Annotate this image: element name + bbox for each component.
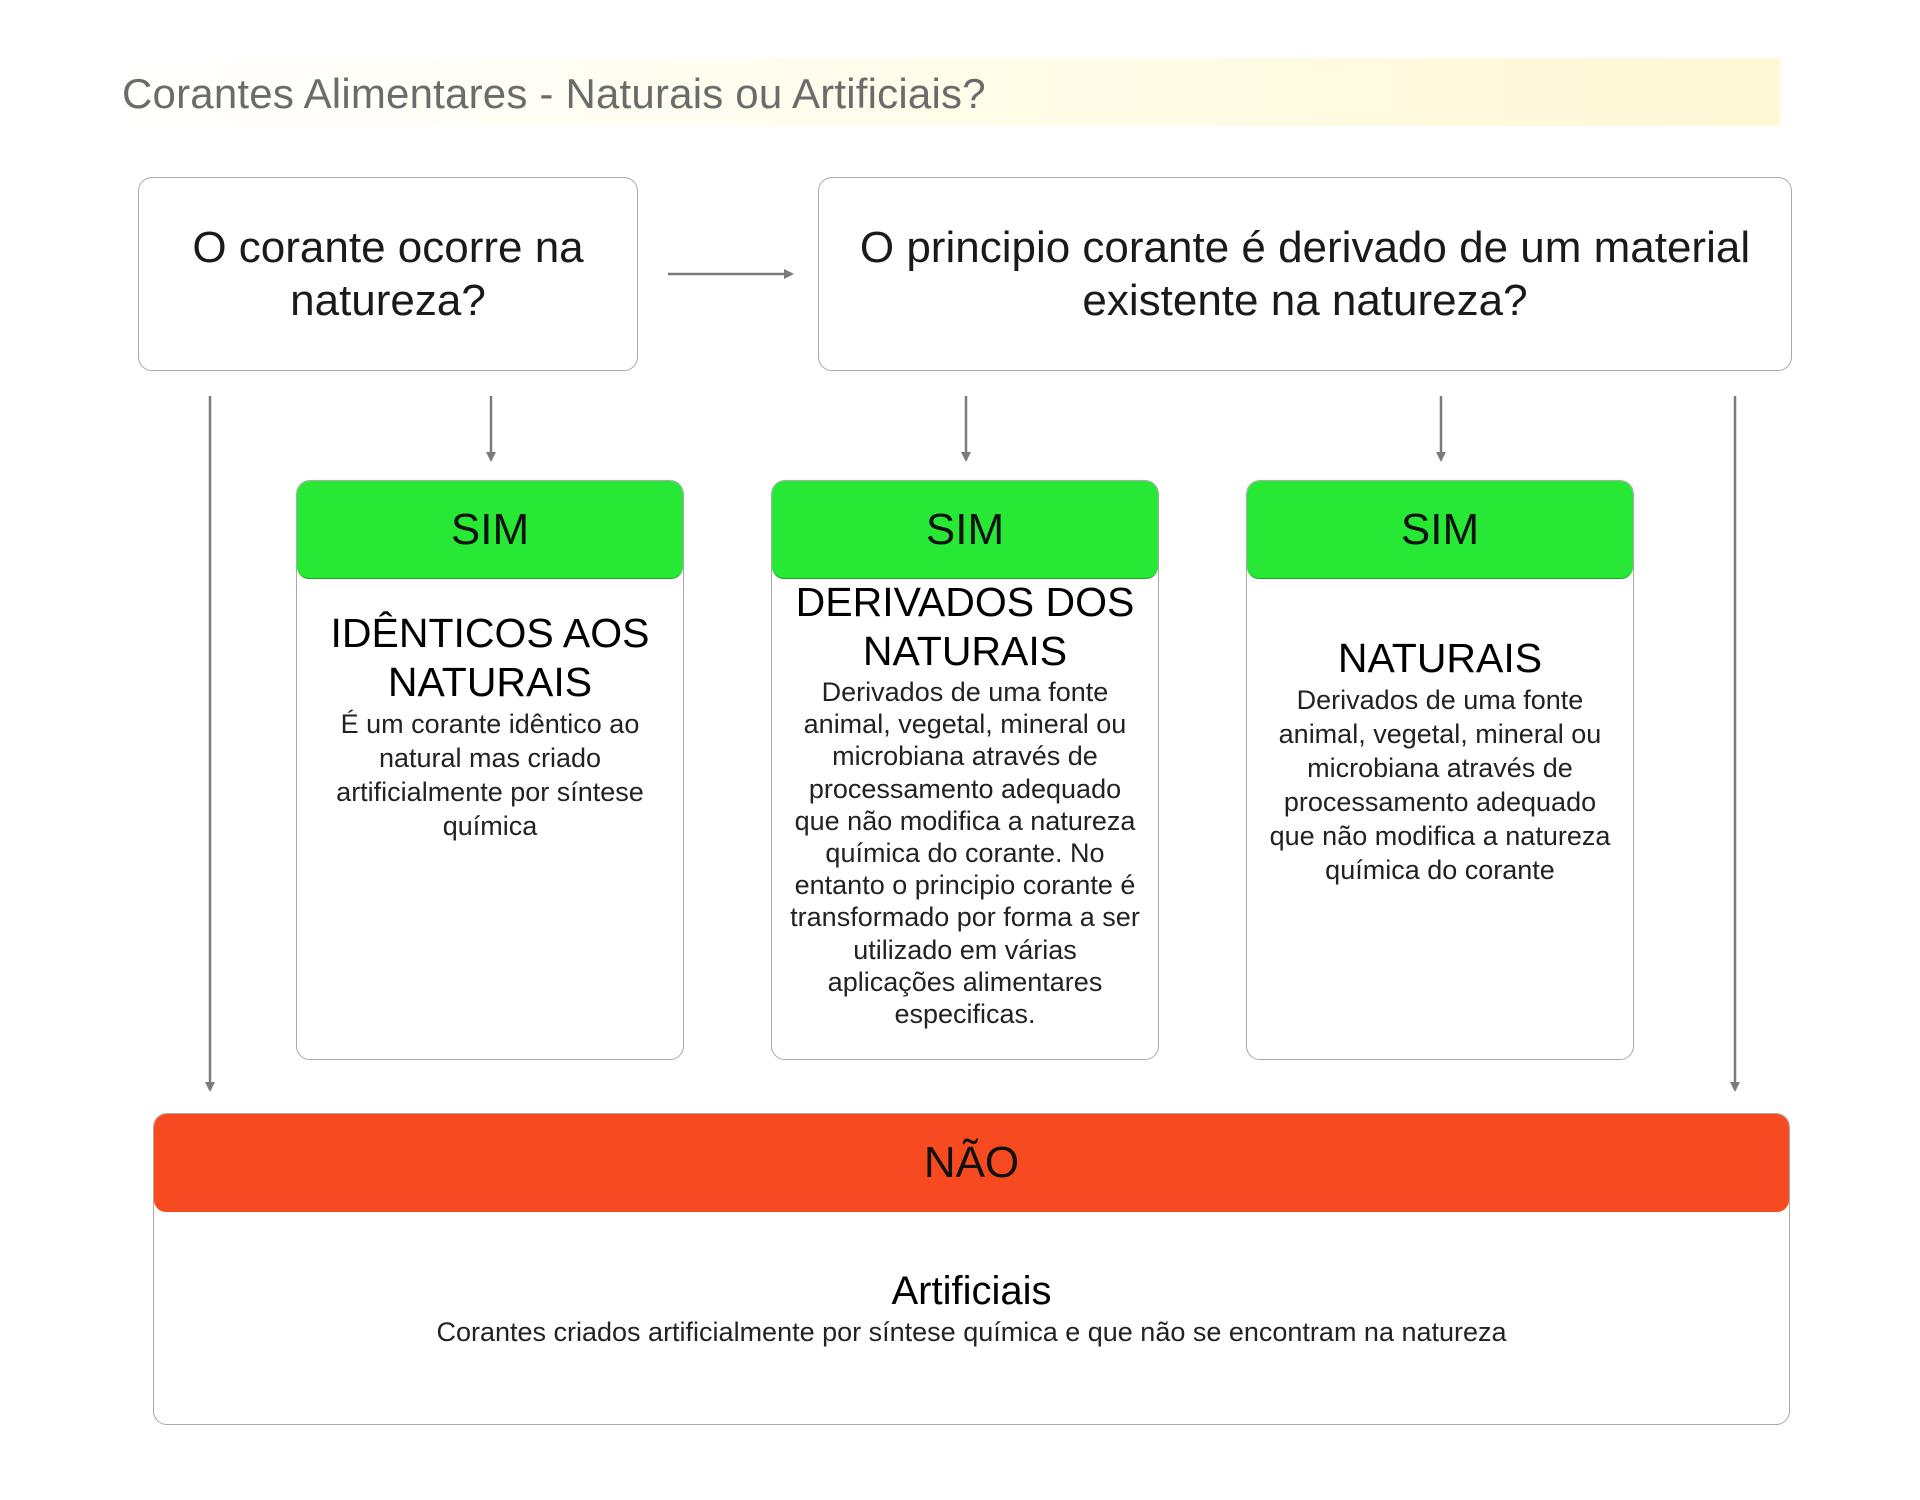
card-title: DERIVADOS DOS NATURAIS [795, 579, 1135, 674]
card-artificiais [153, 1113, 1790, 1425]
card-title: IDÊNTICOS AOS NATURAIS [330, 610, 650, 705]
question-text: O corante ocorre na natureza? [192, 223, 584, 325]
card-title: Artificiais [891, 1269, 1052, 1313]
question-box-occurs-in-nature [138, 177, 638, 371]
card-description: É um corante idêntico ao natural mas criado artificialmente por síntese química [336, 709, 644, 841]
card-header-sim: SIM [772, 481, 1158, 579]
card-header-sim: SIM [297, 481, 683, 579]
card-header-sim: SIM [1247, 481, 1633, 579]
card-description: Corantes criados artificialmente por síntese química e que não se encontram na natureza [436, 1317, 1507, 1347]
question-box-derived-from-natural [818, 177, 1792, 371]
card-body [1247, 579, 1633, 887]
card-body [297, 579, 683, 843]
card-naturais [1246, 480, 1634, 1060]
card-body [772, 578, 1158, 1030]
card-title: NATURAIS [1337, 635, 1543, 681]
title-bar [108, 58, 1780, 126]
page-title: Corantes Alimentares - Naturais ou Artificiais? [122, 70, 986, 117]
card-identicos-aos-naturais [296, 480, 684, 1060]
card-body [154, 1212, 1789, 1349]
card-header-nao: NÃO [154, 1114, 1789, 1212]
card-description: Derivados de uma fonte animal, vegetal, mineral ou microbiana através de processamento adequado que não modifica a natureza química do corante [1269, 685, 1611, 885]
card-derivados-dos-naturais [771, 480, 1159, 1060]
card-description: Derivados de uma fonte animal, vegetal, mineral ou microbiana através de processamento adequado que não modifica a natureza química do corante. No entanto o principio corante é transformado por forma a ser utilizado em várias aplicações alimentares especificas. [790, 677, 1140, 1030]
question-text: O principio corante é derivado de um material existente na natureza? [859, 223, 1751, 325]
